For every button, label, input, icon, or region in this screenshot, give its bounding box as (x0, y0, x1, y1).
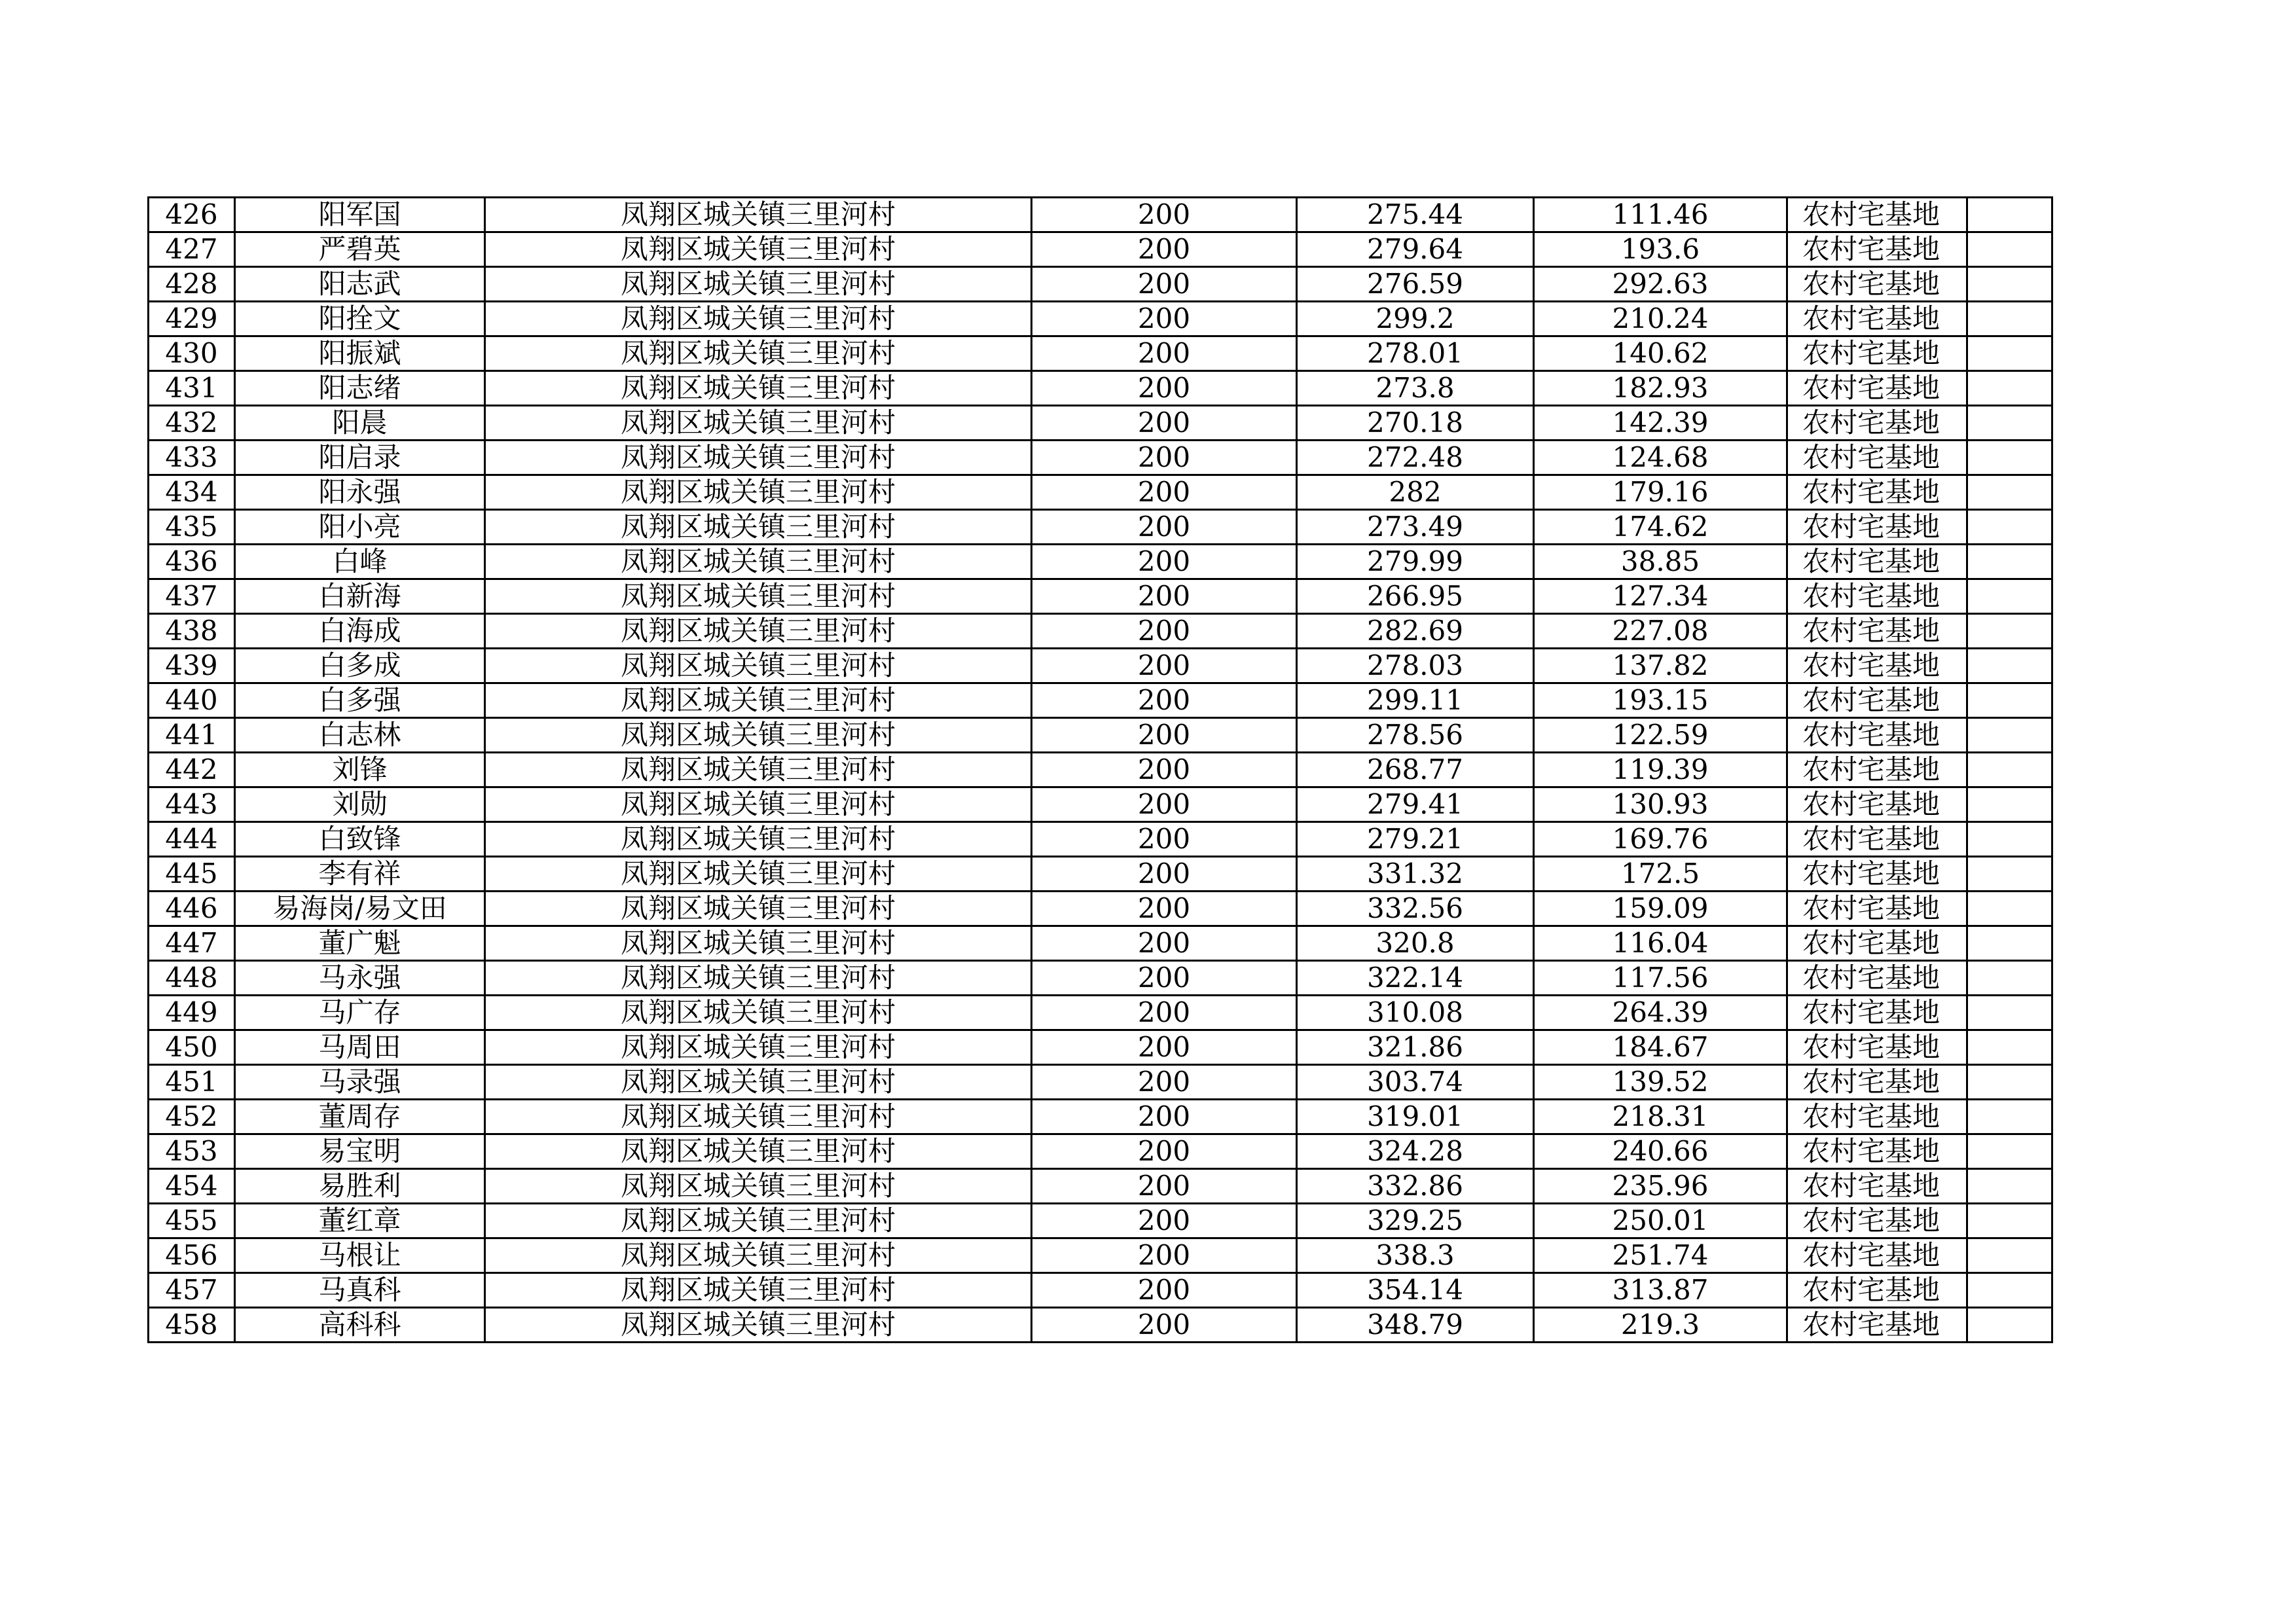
owner-name-cell: 马周田 (235, 1030, 485, 1065)
owner-name-cell: 马真科 (235, 1273, 485, 1308)
row-number-cell: 449 (149, 996, 235, 1030)
row-number-cell: 453 (149, 1134, 235, 1169)
standard-area-cell: 200 (1032, 545, 1297, 579)
location-cell: 凤翔区城关镇三里河村 (485, 198, 1032, 232)
total-area-cell: 270.18 (1297, 406, 1534, 441)
location-cell: 凤翔区城关镇三里河村 (485, 510, 1032, 545)
total-area-cell: 278.56 (1297, 718, 1534, 753)
owner-name-cell: 白新海 (235, 579, 485, 614)
land-type-cell: 农村宅基地 (1787, 857, 1967, 892)
remark-cell (1967, 510, 2052, 545)
building-area-cell: 38.85 (1534, 545, 1787, 579)
standard-area-cell: 200 (1032, 926, 1297, 961)
building-area-cell: 313.87 (1534, 1273, 1787, 1308)
owner-name-cell: 阳振斌 (235, 336, 485, 371)
land-type-cell: 农村宅基地 (1787, 1030, 1967, 1065)
row-number-cell: 442 (149, 753, 235, 787)
total-area-cell: 331.32 (1297, 857, 1534, 892)
row-number-cell: 457 (149, 1273, 235, 1308)
owner-name-cell: 刘勋 (235, 787, 485, 822)
total-area-cell: 322.14 (1297, 961, 1534, 996)
location-cell: 凤翔区城关镇三里河村 (485, 996, 1032, 1030)
building-area-cell: 119.39 (1534, 753, 1787, 787)
table-row (149, 892, 2052, 926)
remark-cell (1967, 649, 2052, 683)
table-row (149, 198, 2052, 232)
table-row (149, 1204, 2052, 1238)
table-row (149, 1273, 2052, 1308)
location-cell: 凤翔区城关镇三里河村 (485, 302, 1032, 336)
owner-name-cell: 阳志武 (235, 267, 485, 302)
building-area-cell: 227.08 (1534, 614, 1787, 649)
remark-cell (1967, 614, 2052, 649)
building-area-cell: 210.24 (1534, 302, 1787, 336)
standard-area-cell: 200 (1032, 1273, 1297, 1308)
total-area-cell: 324.28 (1297, 1134, 1534, 1169)
owner-name-cell: 白致锋 (235, 822, 485, 857)
table-row (149, 441, 2052, 475)
total-area-cell: 272.48 (1297, 441, 1534, 475)
row-number-cell: 427 (149, 232, 235, 267)
row-number-cell: 428 (149, 267, 235, 302)
standard-area-cell: 200 (1032, 371, 1297, 406)
location-cell: 凤翔区城关镇三里河村 (485, 649, 1032, 683)
total-area-cell: 310.08 (1297, 996, 1534, 1030)
row-number-cell: 443 (149, 787, 235, 822)
standard-area-cell: 200 (1032, 441, 1297, 475)
land-type-cell: 农村宅基地 (1787, 1204, 1967, 1238)
owner-name-cell: 白峰 (235, 545, 485, 579)
land-type-cell: 农村宅基地 (1787, 822, 1967, 857)
location-cell: 凤翔区城关镇三里河村 (485, 579, 1032, 614)
remark-cell (1967, 1065, 2052, 1100)
table-row (149, 614, 2052, 649)
building-area-cell: 240.66 (1534, 1134, 1787, 1169)
row-number-cell: 430 (149, 336, 235, 371)
land-type-cell: 农村宅基地 (1787, 302, 1967, 336)
location-cell: 凤翔区城关镇三里河村 (485, 1134, 1032, 1169)
location-cell: 凤翔区城关镇三里河村 (485, 1169, 1032, 1204)
table-row (149, 753, 2052, 787)
owner-name-cell: 李有祥 (235, 857, 485, 892)
remark-cell (1967, 545, 2052, 579)
land-type-cell: 农村宅基地 (1787, 926, 1967, 961)
standard-area-cell: 200 (1032, 336, 1297, 371)
row-number-cell: 433 (149, 441, 235, 475)
total-area-cell: 279.64 (1297, 232, 1534, 267)
standard-area-cell: 200 (1032, 892, 1297, 926)
building-area-cell: 159.09 (1534, 892, 1787, 926)
table-row (149, 302, 2052, 336)
total-area-cell: 268.77 (1297, 753, 1534, 787)
table-row (149, 683, 2052, 718)
owner-name-cell: 马广存 (235, 996, 485, 1030)
total-area-cell: 332.86 (1297, 1169, 1534, 1204)
table-row (149, 926, 2052, 961)
location-cell: 凤翔区城关镇三里河村 (485, 961, 1032, 996)
standard-area-cell: 200 (1032, 579, 1297, 614)
table-row (149, 718, 2052, 753)
total-area-cell: 282.69 (1297, 614, 1534, 649)
building-area-cell: 264.39 (1534, 996, 1787, 1030)
total-area-cell: 279.99 (1297, 545, 1534, 579)
row-number-cell: 436 (149, 545, 235, 579)
owner-name-cell: 白志林 (235, 718, 485, 753)
owner-name-cell: 刘锋 (235, 753, 485, 787)
building-area-cell: 218.31 (1534, 1100, 1787, 1134)
remark-cell (1967, 1204, 2052, 1238)
owner-name-cell: 董广魁 (235, 926, 485, 961)
table-row (149, 336, 2052, 371)
land-type-cell: 农村宅基地 (1787, 683, 1967, 718)
location-cell: 凤翔区城关镇三里河村 (485, 857, 1032, 892)
land-type-cell: 农村宅基地 (1787, 1169, 1967, 1204)
building-area-cell: 193.15 (1534, 683, 1787, 718)
standard-area-cell: 200 (1032, 1065, 1297, 1100)
total-area-cell: 332.56 (1297, 892, 1534, 926)
row-number-cell: 429 (149, 302, 235, 336)
remark-cell (1967, 822, 2052, 857)
total-area-cell: 320.8 (1297, 926, 1534, 961)
total-area-cell: 275.44 (1297, 198, 1534, 232)
standard-area-cell: 200 (1032, 961, 1297, 996)
remark-cell (1967, 406, 2052, 441)
standard-area-cell: 200 (1032, 232, 1297, 267)
standard-area-cell: 200 (1032, 1100, 1297, 1134)
standard-area-cell: 200 (1032, 822, 1297, 857)
row-number-cell: 458 (149, 1308, 235, 1343)
remark-cell (1967, 371, 2052, 406)
remark-cell (1967, 267, 2052, 302)
row-number-cell: 455 (149, 1204, 235, 1238)
row-number-cell: 435 (149, 510, 235, 545)
owner-name-cell: 董红章 (235, 1204, 485, 1238)
table-row (149, 1030, 2052, 1065)
land-type-cell: 农村宅基地 (1787, 1100, 1967, 1134)
land-type-cell: 农村宅基地 (1787, 198, 1967, 232)
row-number-cell: 439 (149, 649, 235, 683)
standard-area-cell: 200 (1032, 649, 1297, 683)
remark-cell (1967, 683, 2052, 718)
remark-cell (1967, 857, 2052, 892)
owner-name-cell: 马录强 (235, 1065, 485, 1100)
land-type-cell: 农村宅基地 (1787, 614, 1967, 649)
location-cell: 凤翔区城关镇三里河村 (485, 822, 1032, 857)
row-number-cell: 448 (149, 961, 235, 996)
total-area-cell: 266.95 (1297, 579, 1534, 614)
building-area-cell: 251.74 (1534, 1238, 1787, 1273)
standard-area-cell: 200 (1032, 683, 1297, 718)
building-area-cell: 179.16 (1534, 475, 1787, 510)
land-type-cell: 农村宅基地 (1787, 510, 1967, 545)
total-area-cell: 273.8 (1297, 371, 1534, 406)
total-area-cell: 282 (1297, 475, 1534, 510)
table-body (149, 198, 2052, 1343)
row-number-cell: 456 (149, 1238, 235, 1273)
location-cell: 凤翔区城关镇三里河村 (485, 614, 1032, 649)
land-type-cell: 农村宅基地 (1787, 545, 1967, 579)
total-area-cell: 348.79 (1297, 1308, 1534, 1343)
building-area-cell: 172.5 (1534, 857, 1787, 892)
location-cell: 凤翔区城关镇三里河村 (485, 336, 1032, 371)
standard-area-cell: 200 (1032, 198, 1297, 232)
building-area-cell: 140.62 (1534, 336, 1787, 371)
standard-area-cell: 200 (1032, 267, 1297, 302)
remark-cell (1967, 441, 2052, 475)
remark-cell (1967, 892, 2052, 926)
owner-name-cell: 高科科 (235, 1308, 485, 1343)
building-area-cell: 117.56 (1534, 961, 1787, 996)
table-row (149, 1238, 2052, 1273)
land-type-cell: 农村宅基地 (1787, 441, 1967, 475)
table-row (149, 406, 2052, 441)
building-area-cell: 235.96 (1534, 1169, 1787, 1204)
building-area-cell: 127.34 (1534, 579, 1787, 614)
land-type-cell: 农村宅基地 (1787, 267, 1967, 302)
building-area-cell: 111.46 (1534, 198, 1787, 232)
owner-name-cell: 董周存 (235, 1100, 485, 1134)
table-row (149, 787, 2052, 822)
standard-area-cell: 200 (1032, 1308, 1297, 1343)
table-row (149, 267, 2052, 302)
location-cell: 凤翔区城关镇三里河村 (485, 1273, 1032, 1308)
total-area-cell: 278.01 (1297, 336, 1534, 371)
remark-cell (1967, 961, 2052, 996)
land-type-cell: 农村宅基地 (1787, 1238, 1967, 1273)
standard-area-cell: 200 (1032, 406, 1297, 441)
table-row (149, 1308, 2052, 1343)
total-area-cell: 273.49 (1297, 510, 1534, 545)
location-cell: 凤翔区城关镇三里河村 (485, 787, 1032, 822)
location-cell: 凤翔区城关镇三里河村 (485, 232, 1032, 267)
standard-area-cell: 200 (1032, 302, 1297, 336)
land-type-cell: 农村宅基地 (1787, 406, 1967, 441)
remark-cell (1967, 1169, 2052, 1204)
owner-name-cell: 白海成 (235, 614, 485, 649)
table-row (149, 475, 2052, 510)
remark-cell (1967, 718, 2052, 753)
land-type-cell: 农村宅基地 (1787, 371, 1967, 406)
location-cell: 凤翔区城关镇三里河村 (485, 1204, 1032, 1238)
table-row (149, 649, 2052, 683)
remark-cell (1967, 336, 2052, 371)
row-number-cell: 445 (149, 857, 235, 892)
land-type-cell: 农村宅基地 (1787, 892, 1967, 926)
data-table (147, 196, 2053, 1343)
total-area-cell: 279.41 (1297, 787, 1534, 822)
land-type-cell: 农村宅基地 (1787, 1134, 1967, 1169)
total-area-cell: 276.59 (1297, 267, 1534, 302)
remark-cell (1967, 1134, 2052, 1169)
total-area-cell: 299.2 (1297, 302, 1534, 336)
owner-name-cell: 易胜利 (235, 1169, 485, 1204)
table-row (149, 822, 2052, 857)
owner-name-cell: 阳志绪 (235, 371, 485, 406)
standard-area-cell: 200 (1032, 1169, 1297, 1204)
row-number-cell: 438 (149, 614, 235, 649)
standard-area-cell: 200 (1032, 614, 1297, 649)
location-cell: 凤翔区城关镇三里河村 (485, 753, 1032, 787)
remark-cell (1967, 1308, 2052, 1343)
row-number-cell: 441 (149, 718, 235, 753)
table-row (149, 510, 2052, 545)
standard-area-cell: 200 (1032, 1030, 1297, 1065)
building-area-cell: 219.3 (1534, 1308, 1787, 1343)
land-type-cell: 农村宅基地 (1787, 336, 1967, 371)
table-row (149, 1065, 2052, 1100)
location-cell: 凤翔区城关镇三里河村 (485, 545, 1032, 579)
table-row (149, 545, 2052, 579)
total-area-cell: 354.14 (1297, 1273, 1534, 1308)
remark-cell (1967, 1030, 2052, 1065)
remark-cell (1967, 787, 2052, 822)
building-area-cell: 116.04 (1534, 926, 1787, 961)
land-type-cell: 农村宅基地 (1787, 1065, 1967, 1100)
owner-name-cell: 阳晨 (235, 406, 485, 441)
total-area-cell: 321.86 (1297, 1030, 1534, 1065)
remark-cell (1967, 475, 2052, 510)
location-cell: 凤翔区城关镇三里河村 (485, 718, 1032, 753)
row-number-cell: 426 (149, 198, 235, 232)
owner-name-cell: 白多强 (235, 683, 485, 718)
owner-name-cell: 阳军国 (235, 198, 485, 232)
land-type-cell: 农村宅基地 (1787, 753, 1967, 787)
standard-area-cell: 200 (1032, 787, 1297, 822)
owner-name-cell: 白多成 (235, 649, 485, 683)
land-type-cell: 农村宅基地 (1787, 1308, 1967, 1343)
row-number-cell: 431 (149, 371, 235, 406)
row-number-cell: 444 (149, 822, 235, 857)
row-number-cell: 434 (149, 475, 235, 510)
location-cell: 凤翔区城关镇三里河村 (485, 1030, 1032, 1065)
building-area-cell: 250.01 (1534, 1204, 1787, 1238)
table-row (149, 857, 2052, 892)
remark-cell (1967, 1273, 2052, 1308)
building-area-cell: 184.67 (1534, 1030, 1787, 1065)
owner-name-cell: 马永强 (235, 961, 485, 996)
owner-name-cell: 阳永强 (235, 475, 485, 510)
total-area-cell: 278.03 (1297, 649, 1534, 683)
land-type-cell: 农村宅基地 (1787, 649, 1967, 683)
location-cell: 凤翔区城关镇三里河村 (485, 1238, 1032, 1273)
owner-name-cell: 阳启录 (235, 441, 485, 475)
building-area-cell: 174.62 (1534, 510, 1787, 545)
building-area-cell: 122.59 (1534, 718, 1787, 753)
standard-area-cell: 200 (1032, 1238, 1297, 1273)
remark-cell (1967, 926, 2052, 961)
location-cell: 凤翔区城关镇三里河村 (485, 926, 1032, 961)
owner-name-cell: 严碧英 (235, 232, 485, 267)
remark-cell (1967, 753, 2052, 787)
building-area-cell: 169.76 (1534, 822, 1787, 857)
remark-cell (1967, 996, 2052, 1030)
location-cell: 凤翔区城关镇三里河村 (485, 441, 1032, 475)
building-area-cell: 193.6 (1534, 232, 1787, 267)
building-area-cell: 124.68 (1534, 441, 1787, 475)
row-number-cell: 440 (149, 683, 235, 718)
building-area-cell: 139.52 (1534, 1065, 1787, 1100)
location-cell: 凤翔区城关镇三里河村 (485, 1100, 1032, 1134)
land-type-cell: 农村宅基地 (1787, 232, 1967, 267)
row-number-cell: 437 (149, 579, 235, 614)
total-area-cell: 299.11 (1297, 683, 1534, 718)
table-row (149, 579, 2052, 614)
owner-name-cell: 易宝明 (235, 1134, 485, 1169)
location-cell: 凤翔区城关镇三里河村 (485, 1065, 1032, 1100)
location-cell: 凤翔区城关镇三里河村 (485, 1308, 1032, 1343)
standard-area-cell: 200 (1032, 510, 1297, 545)
table-row (149, 1100, 2052, 1134)
standard-area-cell: 200 (1032, 857, 1297, 892)
table-row (149, 1134, 2052, 1169)
standard-area-cell: 200 (1032, 1134, 1297, 1169)
table-row (149, 232, 2052, 267)
location-cell: 凤翔区城关镇三里河村 (485, 475, 1032, 510)
location-cell: 凤翔区城关镇三里河村 (485, 683, 1032, 718)
standard-area-cell: 200 (1032, 1204, 1297, 1238)
standard-area-cell: 200 (1032, 996, 1297, 1030)
table-row (149, 371, 2052, 406)
land-type-cell: 农村宅基地 (1787, 961, 1967, 996)
location-cell: 凤翔区城关镇三里河村 (485, 892, 1032, 926)
location-cell: 凤翔区城关镇三里河村 (485, 406, 1032, 441)
building-area-cell: 142.39 (1534, 406, 1787, 441)
table-row (149, 1169, 2052, 1204)
table-row (149, 961, 2052, 996)
remark-cell (1967, 232, 2052, 267)
remark-cell (1967, 1238, 2052, 1273)
remark-cell (1967, 579, 2052, 614)
table-row (149, 996, 2052, 1030)
land-type-cell: 农村宅基地 (1787, 1273, 1967, 1308)
remark-cell (1967, 1100, 2052, 1134)
total-area-cell: 329.25 (1297, 1204, 1534, 1238)
owner-name-cell: 阳小亮 (235, 510, 485, 545)
row-number-cell: 447 (149, 926, 235, 961)
total-area-cell: 303.74 (1297, 1065, 1534, 1100)
row-number-cell: 432 (149, 406, 235, 441)
land-type-cell: 农村宅基地 (1787, 718, 1967, 753)
building-area-cell: 182.93 (1534, 371, 1787, 406)
remark-cell (1967, 302, 2052, 336)
total-area-cell: 279.21 (1297, 822, 1534, 857)
total-area-cell: 319.01 (1297, 1100, 1534, 1134)
building-area-cell: 137.82 (1534, 649, 1787, 683)
row-number-cell: 451 (149, 1065, 235, 1100)
standard-area-cell: 200 (1032, 753, 1297, 787)
row-number-cell: 452 (149, 1100, 235, 1134)
land-type-cell: 农村宅基地 (1787, 787, 1967, 822)
total-area-cell: 338.3 (1297, 1238, 1534, 1273)
owner-name-cell: 阳拴文 (235, 302, 485, 336)
building-area-cell: 130.93 (1534, 787, 1787, 822)
standard-area-cell: 200 (1032, 718, 1297, 753)
land-type-cell: 农村宅基地 (1787, 579, 1967, 614)
row-number-cell: 454 (149, 1169, 235, 1204)
building-area-cell: 292.63 (1534, 267, 1787, 302)
remark-cell (1967, 198, 2052, 232)
location-cell: 凤翔区城关镇三里河村 (485, 267, 1032, 302)
row-number-cell: 446 (149, 892, 235, 926)
land-type-cell: 农村宅基地 (1787, 475, 1967, 510)
land-type-cell: 农村宅基地 (1787, 996, 1967, 1030)
location-cell: 凤翔区城关镇三里河村 (485, 371, 1032, 406)
row-number-cell: 450 (149, 1030, 235, 1065)
standard-area-cell: 200 (1032, 475, 1297, 510)
owner-name-cell: 马根让 (235, 1238, 485, 1273)
owner-name-cell: 易海岗/易文田 (235, 892, 485, 926)
